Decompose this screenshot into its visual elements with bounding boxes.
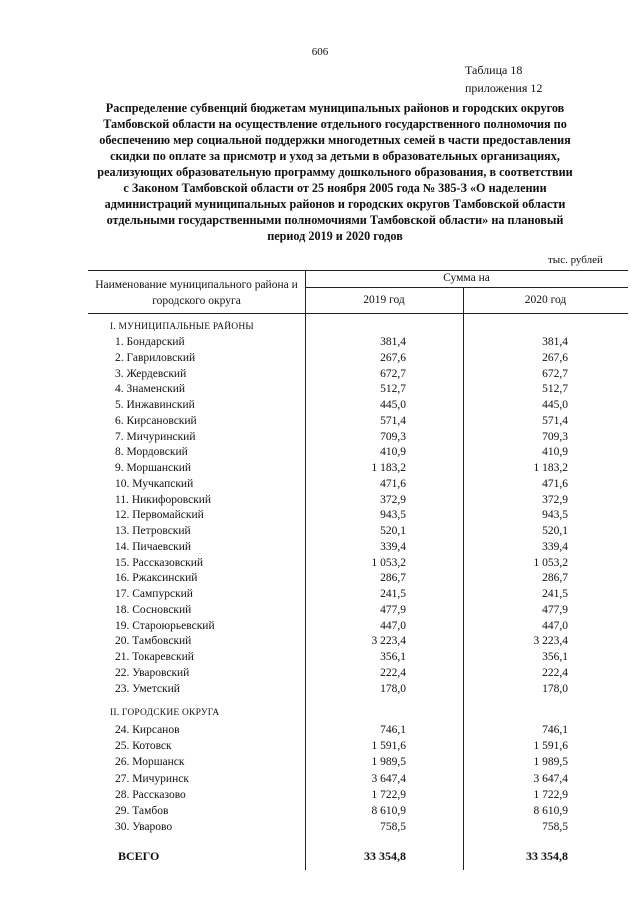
table-row xyxy=(0,789,640,805)
row-name: 21. Токаревский xyxy=(115,651,194,663)
row-name: 7. Мичуринский xyxy=(115,430,196,443)
table-row xyxy=(0,509,640,525)
table-row xyxy=(0,557,640,573)
row-value-2019: 758,5 xyxy=(380,821,406,834)
document-title: Распределение субвенций бюджетам муниципальных районов и городских округов Тамбовской области на осуществление отдельного государственного полномочия по обеспечению мер социальной поддержки многодетных семей в части предоставления скидки по оплате за присмотр и уход за детьми в образовательных организациях, реализующих образовательную программу дошкольного образования, в соответствии с Законом Тамбовской области от 25 ноября 2005 года № 385-З «О наделении администраций муниципальных районов и городских округов Тамбовской области отдельными государственными полномочиями Тамбовской области» на плановый период 2019 и 2020 годов xyxy=(97,101,573,243)
section-title-districts: I. МУНИЦИПАЛЬНЫЕ РАЙОНЫ xyxy=(110,322,254,332)
row-name: 27. Мичуринск xyxy=(115,772,189,785)
row-value-2020: 3 647,4 xyxy=(533,772,568,785)
row-value-2019: 520,1 xyxy=(380,525,406,537)
row-name: 13. Петровский xyxy=(115,525,191,537)
table-row xyxy=(0,352,640,368)
row-name: 22. Уваровский xyxy=(115,666,190,679)
table-row xyxy=(0,383,640,399)
row-value-2019: 339,4 xyxy=(380,540,406,553)
row-value-2019: 512,7 xyxy=(380,383,406,396)
row-name: 26. Моршанск xyxy=(115,756,185,769)
table-row xyxy=(0,588,640,604)
row-name: 4. Знаменский xyxy=(115,383,186,396)
row-value-2020: 512,7 xyxy=(542,383,568,396)
table-top-border xyxy=(88,270,628,271)
total-2020: 33 354,8 xyxy=(526,849,568,863)
table-row xyxy=(0,431,640,447)
table-row xyxy=(0,525,640,541)
row-value-2020: 709,3 xyxy=(542,430,568,443)
row-value-2019: 447,0 xyxy=(380,619,406,632)
row-value-2020: 471,6 xyxy=(542,477,568,490)
row-name: 16. Ржаксинский xyxy=(115,572,198,585)
row-name: 20. Тамбовский xyxy=(115,635,192,648)
row-value-2019: 1 183,2 xyxy=(371,462,406,474)
table-row xyxy=(0,805,640,821)
row-name: 30. Уварово xyxy=(115,821,173,834)
row-value-2019: 709,3 xyxy=(380,430,406,443)
row-name: 15. Рассказовский xyxy=(115,556,204,569)
row-name: 10. Мучкапский xyxy=(115,477,194,490)
row-name: 3. Жердевский xyxy=(115,367,187,380)
row-value-2019: 1 989,5 xyxy=(371,756,406,769)
row-name: 29. Тамбов xyxy=(115,805,169,817)
total-row xyxy=(0,849,640,865)
row-value-2019: 3 647,4 xyxy=(371,772,406,785)
table-row xyxy=(0,635,640,651)
column-header-sum: Сумма на xyxy=(443,272,490,284)
row-value-2020: 1 591,6 xyxy=(533,740,568,753)
row-value-2019: 672,7 xyxy=(380,367,406,380)
row-name: 24. Кирсанов xyxy=(115,724,180,736)
row-value-2020: 477,9 xyxy=(542,603,568,616)
row-name: 1. Бондарский xyxy=(115,336,185,348)
row-name: 8. Мордовский xyxy=(115,446,188,459)
table-row xyxy=(0,494,640,510)
row-name: 19. Староюрьевский xyxy=(115,619,215,632)
row-name: 12. Первомайский xyxy=(115,509,204,522)
row-value-2020: 1 053,2 xyxy=(533,556,568,569)
row-name: 5. Инжавинский xyxy=(115,399,195,411)
unit-label: тыс. рублей xyxy=(548,254,603,266)
row-value-2020: 381,4 xyxy=(542,336,568,348)
row-name: 23. Уметский xyxy=(115,682,180,695)
row-value-2020: 222,4 xyxy=(542,666,568,679)
row-value-2019: 267,6 xyxy=(380,351,406,364)
table-row xyxy=(0,821,640,837)
row-name: 18. Сосновский xyxy=(115,603,192,616)
row-name: 2. Гавриловский xyxy=(115,351,196,364)
row-value-2019: 1 053,2 xyxy=(371,556,406,569)
row-value-2020: 1 183,2 xyxy=(533,462,568,474)
table-row xyxy=(0,541,640,557)
row-value-2019: 1 591,6 xyxy=(371,740,406,753)
table-row xyxy=(0,651,640,667)
table-row xyxy=(0,478,640,494)
table-row xyxy=(0,724,640,740)
row-value-2019: 445,0 xyxy=(380,399,406,411)
table-row xyxy=(0,773,640,789)
table-row xyxy=(0,415,640,431)
row-name: 11. Никифоровский xyxy=(115,493,212,506)
row-value-2020: 943,5 xyxy=(542,509,568,522)
table-row xyxy=(0,336,640,352)
row-value-2020: 1 722,9 xyxy=(533,788,568,801)
appendix-label: приложения 12 xyxy=(465,81,543,95)
row-value-2020: 672,7 xyxy=(542,367,568,380)
total-label: ВСЕГО xyxy=(118,849,160,863)
row-value-2020: 410,9 xyxy=(542,446,568,459)
row-value-2019: 241,5 xyxy=(380,588,406,600)
table-row xyxy=(0,446,640,462)
row-value-2020: 339,4 xyxy=(542,540,568,553)
table-row xyxy=(0,740,640,756)
row-value-2019: 943,5 xyxy=(380,509,406,522)
row-value-2020: 445,0 xyxy=(542,399,568,411)
table-row xyxy=(0,620,640,636)
row-value-2020: 286,7 xyxy=(542,572,568,585)
row-value-2019: 571,4 xyxy=(380,414,406,427)
table-row xyxy=(0,399,640,415)
row-value-2020: 520,1 xyxy=(542,525,568,537)
row-value-2019: 471,6 xyxy=(380,477,406,490)
row-value-2019: 410,9 xyxy=(380,446,406,459)
row-value-2020: 178,0 xyxy=(542,682,568,695)
row-value-2019: 3 223,4 xyxy=(371,635,406,648)
row-value-2019: 381,4 xyxy=(380,336,406,348)
row-value-2019: 286,7 xyxy=(380,572,406,585)
row-value-2020: 241,5 xyxy=(542,588,568,600)
row-value-2020: 267,6 xyxy=(542,351,568,364)
row-value-2020: 356,1 xyxy=(542,651,568,663)
row-name: 17. Сампурский xyxy=(115,588,193,600)
table-row xyxy=(0,604,640,620)
row-name: 9. Моршанский xyxy=(115,462,192,474)
row-name: 6. Кирсановский xyxy=(115,414,197,427)
table-row xyxy=(0,756,640,772)
table-row xyxy=(0,462,640,478)
row-name: 25. Котовск xyxy=(115,740,172,753)
section-title-cities: II. ГОРОДСКИЕ ОКРУГА xyxy=(110,708,220,718)
row-value-2020: 447,0 xyxy=(542,619,568,632)
row-value-2020: 8 610,9 xyxy=(533,805,568,817)
row-name: 28. Рассказово xyxy=(115,788,186,801)
row-value-2019: 8 610,9 xyxy=(371,805,406,817)
row-value-2020: 746,1 xyxy=(542,724,568,736)
header-bottom-border xyxy=(88,313,628,314)
table-row xyxy=(0,368,640,384)
row-value-2019: 222,4 xyxy=(380,666,406,679)
total-2019: 33 354,8 xyxy=(364,849,406,863)
table-label: Таблица 18 xyxy=(465,63,523,77)
column-header-name: Наименование муниципального района и городского округа xyxy=(95,279,298,307)
row-name: 14. Пичаевский xyxy=(115,540,192,553)
row-value-2019: 1 722,9 xyxy=(371,788,406,801)
row-value-2019: 477,9 xyxy=(380,603,406,616)
table-row xyxy=(0,572,640,588)
row-value-2020: 1 989,5 xyxy=(533,756,568,769)
table-row xyxy=(0,683,640,699)
row-value-2019: 372,9 xyxy=(380,493,406,506)
row-value-2020: 571,4 xyxy=(542,414,568,427)
column-header-2020: 2020 год xyxy=(524,294,567,306)
table-row xyxy=(0,667,640,683)
page-number: 606 xyxy=(311,46,329,58)
row-value-2020: 372,9 xyxy=(542,493,568,506)
row-value-2020: 3 223,4 xyxy=(533,635,568,648)
row-value-2019: 178,0 xyxy=(380,682,406,695)
column-header-2019: 2019 год xyxy=(363,294,405,306)
row-value-2020: 758,5 xyxy=(542,821,568,834)
sum-header-divider xyxy=(305,287,628,288)
row-value-2019: 746,1 xyxy=(380,724,406,736)
row-value-2019: 356,1 xyxy=(380,651,406,663)
